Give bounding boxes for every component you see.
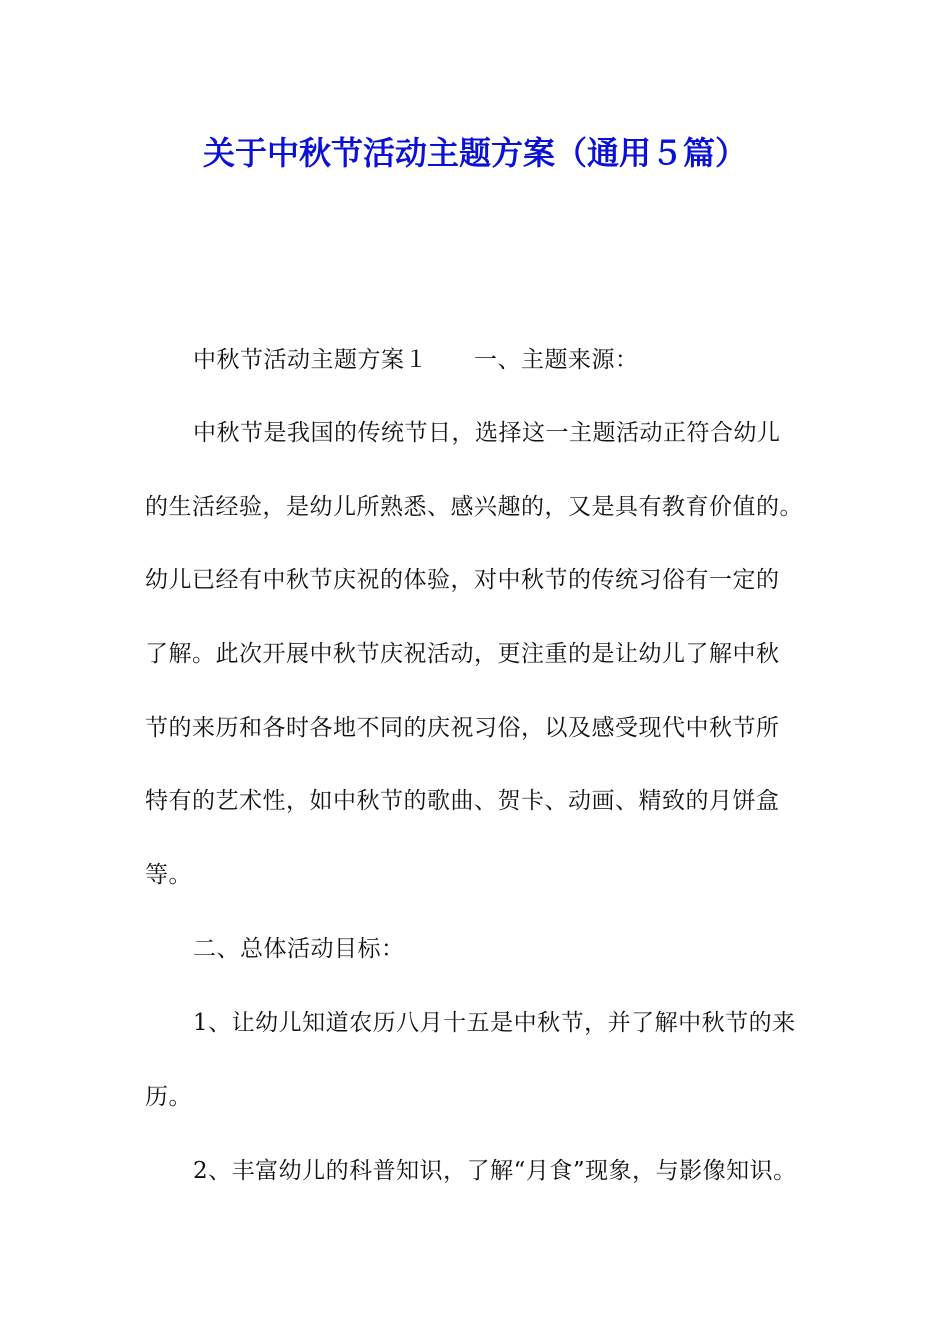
- document-body: [145, 0, 825, 1344]
- goal-line: 1、让幼儿知道农历八月十五是中秋节，并了解中秋节的来: [193, 1010, 796, 1036]
- document-title: 关于中秋节活动主题方案（通用５篇）: [202, 134, 747, 172]
- subsection-heading: 一、主题来源：: [474, 347, 639, 373]
- paragraph-line: 节的来历和各时各地不同的庆祝习俗，以及感受现代中秋节所: [145, 715, 780, 741]
- paragraph-line: 的生活经验，是幼儿所熟悉、感兴趣的，又是具有教育价值的。: [145, 494, 803, 520]
- paragraph-line: 了解。此次开展中秋节庆祝活动，更注重的是让幼儿了解中秋: [145, 641, 780, 667]
- paragraph-line: 中秋节是我国的传统节日，选择这一主题活动正符合幼儿: [193, 420, 781, 446]
- paragraph-line: 幼儿已经有中秋节庆祝的体验，对中秋节的传统习俗有一定的: [145, 567, 780, 593]
- section-heading: 二、总体活动目标：: [193, 936, 405, 962]
- heading-line: [193, 340, 639, 380]
- goal-line: 2、丰富幼儿的科普知识，了解“月食”现象，与影像知识。: [193, 1158, 797, 1184]
- paragraph-line: 等。: [145, 862, 192, 888]
- section-title: 中秋节活动主题方案１: [193, 347, 428, 373]
- goal-line: 历。: [145, 1084, 192, 1110]
- paragraph-line: 特有的艺术性，如中秋节的歌曲、贺卡、动画、精致的月饼盒: [145, 788, 780, 814]
